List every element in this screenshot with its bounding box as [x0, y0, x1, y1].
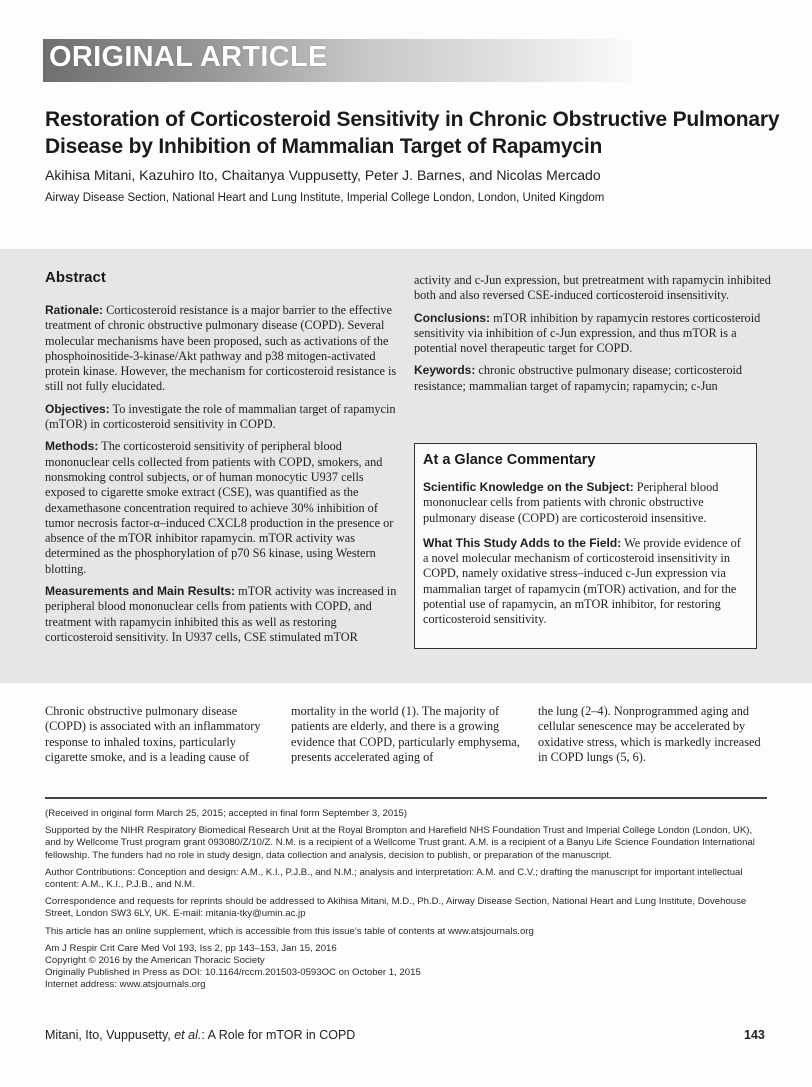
author-affiliation: Airway Disease Section, National Heart and Lung Institute, Imperial College London, London, United Kingdom [45, 192, 605, 204]
abstract-results [45, 584, 400, 645]
glance-text: We provide evidence of a novel molecular mechanism of corticosteroid insensitivity in COPD, namely oxidative stress–induced c-Jun expression via mammalian target of rapamycin (mTOR) activation, and for the potential use of rapamycin, an mTOR inhibitor, for restoring corticosteroid sensitivity. [423, 535, 741, 627]
abstract-section-label: Objectives: [45, 401, 110, 416]
abstract-section-label: Keywords: [414, 363, 476, 378]
abstract-methods [45, 439, 400, 577]
abstract-section-text: To investigate the role of mammalian target of rapamycin (mTOR) in corticosteroid sensitivity in COPD. [45, 401, 396, 432]
article-type-banner [43, 39, 633, 82]
article-title: Restoration of Corticosteroid Sensitivity in Chronic Obstructive Pulmonary Disease by Inhibition of Mammalian Target of Rapamycin [45, 108, 780, 158]
abstract-keywords [414, 363, 774, 394]
funding-statement: Supported by the NIHR Respiratory Biomedical Research Unit at the Royal Brompton and Harefield NHS Foundation Trust and Imperial College London (London, UK), and by Wellcome Trust program grant 093080/Z/10/Z. N.M. is a recipient of a Wellcome Trust grant. A.M. is a recipient of a Banyu Life Science Foundation International fellowship. The funders had no role in study design, data collection and analysis, decision to publish, or preparation of the manuscript. [45, 825, 755, 861]
running-head [45, 1028, 355, 1042]
footnote-divider [45, 797, 767, 799]
abstract-section-label: Conclusions: [414, 310, 491, 325]
abstract-left-column [45, 303, 400, 652]
internet-address: Internet address: www.atsjournals.org [45, 979, 206, 991]
abstract-section-label: Methods: [45, 439, 99, 454]
at-a-glance-title: At a Glance Commentary [423, 452, 596, 468]
abstract-rationale [45, 303, 400, 395]
article-type-label: ORIGINAL ARTICLE [49, 41, 328, 73]
doi: Originally Published in Press as DOI: 10.1164/rccm.201503-0593OC on October 1, 2015 [45, 967, 421, 979]
page-number: 143 [744, 1028, 765, 1042]
abstract-results-continued: activity and c-Jun expression, but pretreatment with rapamycin inhibited both and also reversed CSE-induced corticosteroid insensitivity. [414, 273, 771, 303]
correspondence: Correspondence and requests for reprints should be addressed to Akihisa Mitani, M.D., Ph.D., Airway Disease Section, National Heart and Lung Institute, Dovehouse Street, London SW3 6LY, UK. E-mail: mitania-tky@umin.ac.jp [45, 896, 747, 920]
running-head-authors: Mitani, Ito, Vuppusetty, [45, 1028, 175, 1042]
glance-scientific-knowledge [423, 480, 748, 526]
abstract-objectives [45, 402, 400, 433]
online-supplement-note: This article has an online supplement, which is accessible from this issue’s table of contents at www.atsjournals.org [45, 925, 534, 937]
running-head-title: : A Role for mTOR in COPD [201, 1028, 356, 1042]
glance-study-adds [423, 536, 748, 628]
copyright: Copyright © 2016 by the American Thoracic Society [45, 955, 265, 967]
body-column-2: mortality in the world (1). The majority of patients are elderly, and there is a growing evidence that COPD, particularly emphysema, presents accelerated aging of [291, 704, 520, 764]
at-a-glance-box [414, 443, 757, 649]
footnotes [45, 808, 770, 992]
body-column-1: Chronic obstructive pulmonary disease (COPD) is associated with an inflammatory response to inhaled toxins, particularly cigarette smoke, and is a leading cause of [45, 704, 261, 764]
abstract-section-text: The corticosteroid sensitivity of peripheral blood mononuclear cells collected from patients with COPD, smokers, and nonsmoking control subjects, or of human monocytic U937 cells exposed to cigarette smoke extract (CSE), was quantified as the dexamethasone concentration required to achieve 30% inhibition of tumor necrosis factor-α–induced CXCL8 production in the presence or absence of the mTOR inhibitor rapamycin. mTOR activity was determined as the phosphorylation of p70 S6 kinase, using Western blotting. [45, 439, 394, 576]
abstract-section-text: Corticosteroid resistance is a major barrier to the effective treatment of chronic obstructive pulmonary disease (COPD). Several molecular mechanisms have been proposed, such as activations of the phosphoinositide-3-kinase/Akt pathway and p38 mitogen-activated protein kinase. However, the mechanism for corticosteroid resistance is still not fully elucidated. [45, 303, 397, 394]
abstract-conclusions [414, 311, 774, 357]
glance-label: What This Study Adds to the Field: [423, 535, 622, 550]
abstract-section-text: chronic obstructive pulmonary disease; corticosteroid resistance; mammalian target of rapamycin; rapamycin; c-Jun [414, 363, 743, 393]
author-list: Akihisa Mitani, Kazuhiro Ito, Chaitanya Vuppusetty, Peter J. Barnes, and Nicolas Mercado [45, 167, 601, 183]
abstract-heading: Abstract [45, 269, 106, 286]
abstract-section-label: Measurements and Main Results: [45, 584, 236, 599]
abstract-section-text: mTOR inhibition by rapamycin restores corticosteroid sensitivity via inhibition of c-Jun expression, and thus mTOR is a potential novel therapeutic target for COPD. [414, 310, 761, 356]
abstract-right-column [414, 273, 774, 401]
abstract-section-label: Rationale: [45, 303, 104, 317]
body-column-3: the lung (2–4). Nonprogrammed aging and cellular senescence may be accelerated by oxidative stress, which is markedly increased in COPD lungs (5, 6). [538, 704, 761, 764]
glance-text: Peripheral blood mononuclear cells from patients with chronic obstructive pulmonary disease (COPD) are corticosteroid insensitive. [423, 480, 719, 525]
running-head-etal: et al. [174, 1028, 202, 1042]
journal-citation: Am J Respir Crit Care Med Vol 193, Iss 2, pp 143–153, Jan 15, 2016 [45, 942, 337, 954]
abstract-section-text: mTOR activity was increased in peripheral blood mononuclear cells from patients with COPD, and treatment with rapamycin inhibited this as well as restoring corticosteroid sensitivity. In U937 cells, CSE stimulated mTOR [45, 584, 397, 644]
glance-label: Scientific Knowledge on the Subject: [423, 480, 634, 494]
received-dates: (Received in original form March 25, 2015; accepted in final form September 3, 2015) [45, 808, 408, 819]
author-contributions: Author Contributions: Conception and design: A.M., K.I., P.J.B., and N.M.; analysis and interpretation: A.M. and C.V.; drafting the manuscript for important intellectual content: A.M., K.I., P.J.B., and N.M. [45, 866, 743, 891]
